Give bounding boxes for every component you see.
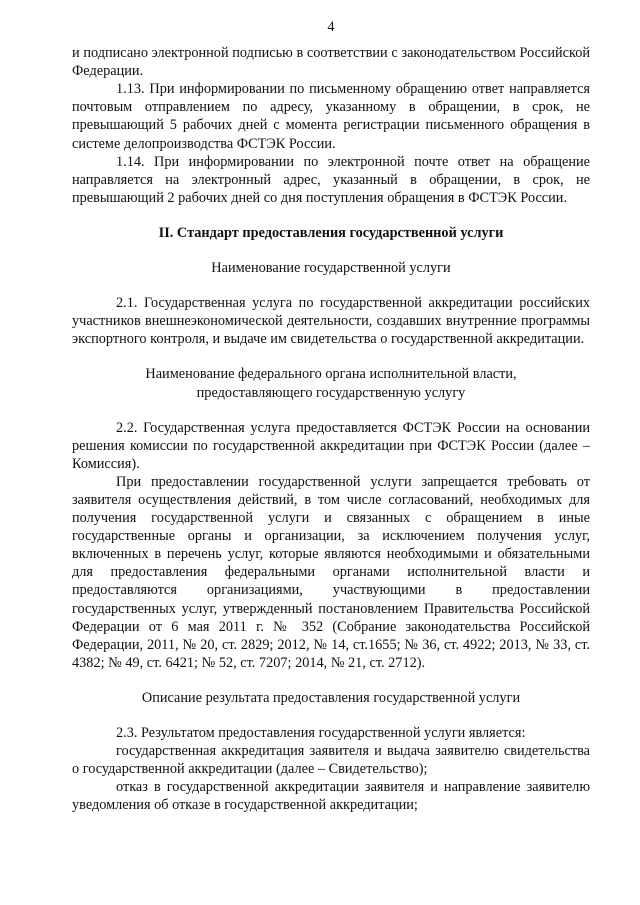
subsection-title-authority-line2: предоставляющего государственную услугу <box>196 384 466 401</box>
subsection-title-service-name: Наименование государственной услуги <box>211 260 451 277</box>
paragraph-2-2-requirements: При предоставлении государственной услуги запрещается требовать от заявителя осуществления действий, в том числе согласований, необходимых для получения государственной услуги и связанных с обращением в иные государственные органы и организации, за исключением получения услуг, включенных в перечень услуг, которые являются необходимыми и обязательными для предоставления федеральными органами исполнительной власти и предоставляются организациями, участвующими в предоставлении государственных услуг, утвержденный постановлением Правительства Российской Федерации от 6 мая 2011 г. № 352 (Собрание законодательства Российской Федерации, 2011, № 20, ст. 2829; 2012, № 14, ст.1655; № 36, ст. 4922; 2013, № 33, ст. 4382; № 49, ст. 6421; № 52, ст. 7207; 2014, № 21, ст. 2712). <box>72 473 590 671</box>
paragraph-2-2: 2.2. Государственная услуга предоставляется ФСТЭК России на основании решения комиссии по государственной аккредитации при ФСТЭК России (далее – Комиссия). <box>72 419 590 472</box>
document-page <box>72 18 590 814</box>
paragraph-2-3-item-refusal: отказ в государственной аккредитации заявителя и направление заявителю уведомления об отказе в государственной аккредитации; <box>72 779 590 814</box>
paragraph-continuation: и подписано электронной подписью в соответствии с законодательством Российской Федерации. <box>72 45 590 80</box>
section-title: II. Стандарт предоставления государственной услуги <box>158 224 504 241</box>
subsection-title-authority-line1: Наименование федерального органа исполнительной власти, <box>145 366 517 383</box>
subsection-title-result: Описание результата предоставления государственной услуги <box>141 689 521 706</box>
paragraph-2-3: 2.3. Результатом предоставления государственной услуги является: <box>116 725 526 741</box>
page-number: 4 <box>327 19 335 35</box>
paragraph-1-14: 1.14. При информировании по электронной почте ответ на обращение направляется на электронный адрес, указанный в обращении, в срок, не превышающий 2 рабочих дней со дня поступления обращения в ФСТЭК России. <box>72 153 590 206</box>
paragraph-1-13: 1.13. При информировании по письменному обращению ответ направляется почтовым отправлением по адресу, указанному в обращении, в срок, не превышающий 5 рабочих дней с момента регистрации письменного обращения в системе делопроизводства ФСТЭК России. <box>72 81 590 152</box>
subsection-title-authority <box>72 365 590 401</box>
paragraph-2-3-item-accreditation: государственная аккредитация заявителя и выдача заявителю свидетельства о государственной аккредитации (далее – Свидетельство); <box>72 743 590 778</box>
paragraph-2-1: 2.1. Государственная услуга по государственной аккредитации российских участников внешнеэкономической деятельности, создавших внутренние программы экспортного контроля, и выдаче им свидетельства о государственной аккредитации. <box>72 295 590 348</box>
